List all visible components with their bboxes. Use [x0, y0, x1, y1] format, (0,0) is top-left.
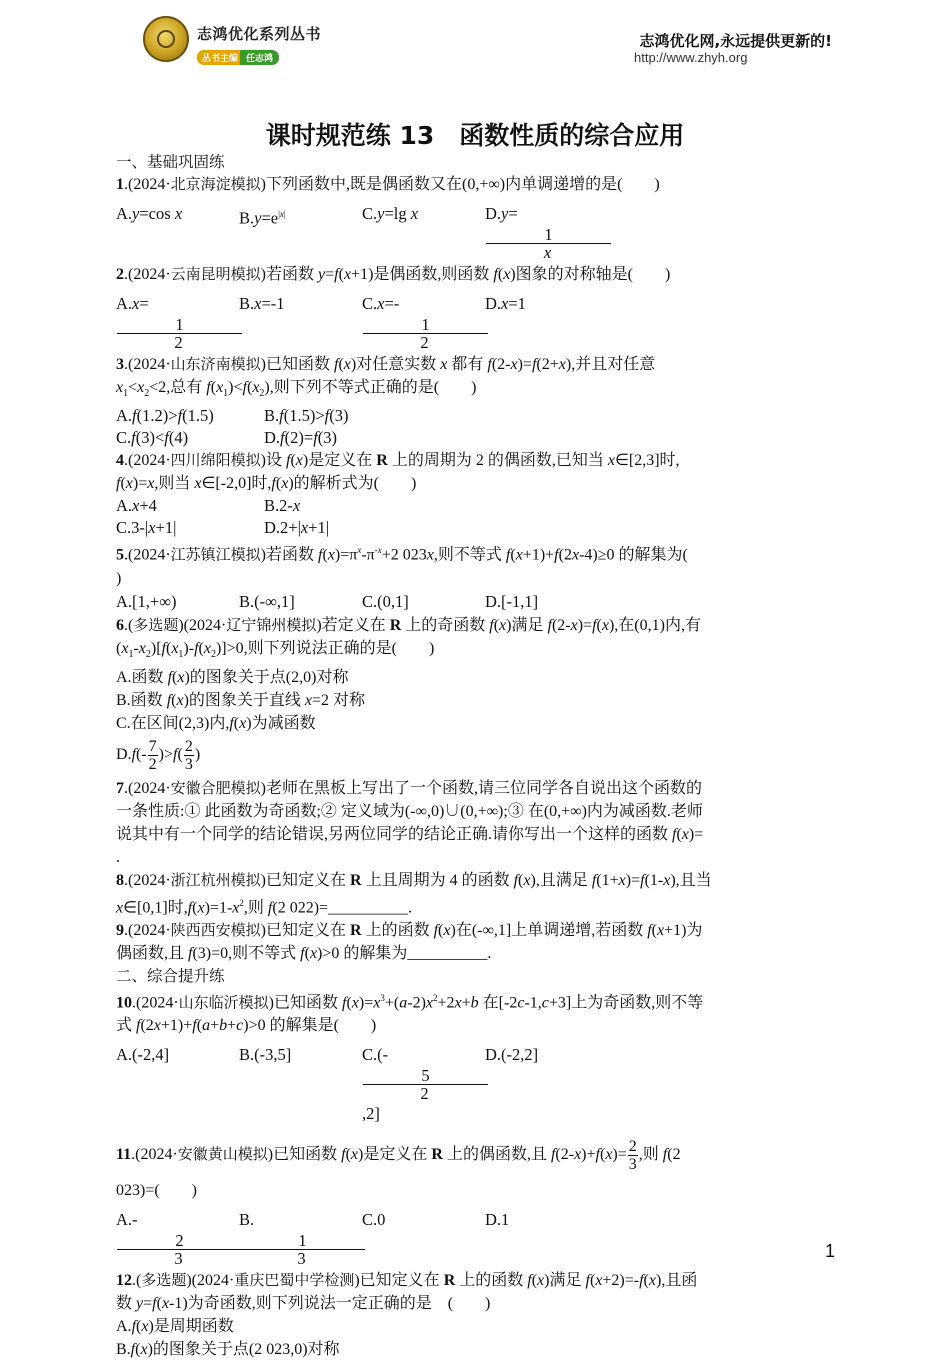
question-3-option-a: A.f(1.2)>f(1.5) [116, 406, 214, 426]
question-1-stem: 1.(2024·北京海淀模拟)下列函数中,既是偶函数又在(0,+∞)内单调递增的是( ) [116, 175, 660, 193]
question-10-stem-2: 式 f(2x+1)+f(a+b+c)>0 的解集是( ) [116, 1017, 377, 1035]
question-6-option-c: C.在区间(2,3)内,f(x)为减函数 [116, 714, 316, 732]
question-7-stem-3: 说其中有一个同学的结论错误,另两位同学的结论正确.请你写出一个这样的函数 f(x)= [116, 825, 704, 843]
series-name: 志鸿优化系列丛书 [197, 25, 322, 43]
question-5-stem: 5.(2024·江苏镇江模拟)若函数 $f(x)=\pi^x-\pi^{-x}+2$ 023x,则不等式 f(x+1)+f(2x-4)≥0 的解集为( [116, 545, 688, 564]
question-4-options-cd [116, 517, 836, 539]
question-10-options [116, 1043, 836, 1126]
question-1-options [116, 202, 836, 261]
question-12-option-b: B.f(x)的图象关于点(2 023,0)对称 [116, 1341, 340, 1359]
question-11-option-d: D.1 [485, 1210, 510, 1230]
question-9-stem: 9.(2024·陕西西安模拟)已知定义在 R 上的函数 f(x)在(-∞,1]上单调递增,若函数 f(x+1)为 [116, 921, 703, 940]
question-2-options [116, 292, 836, 351]
question-2-option-d: D.x=1 [485, 294, 526, 313]
question-10 [116, 987, 836, 1126]
question-6-stem-2: $(x_1-x_2)[f(x_1)-f(x_2)]>0$,则下列说法正确的是( ) [116, 639, 435, 660]
question-1-option-c: C.y=lg x [362, 204, 419, 223]
section-heading-basic: 一、基础巩固练 [116, 153, 225, 171]
question-5-option-c: C.(0,1] [362, 591, 409, 611]
question-4-options-ab [116, 495, 836, 517]
question-11-stem-2: 023)=( ) [116, 1182, 198, 1200]
section-heading-advanced: 二、综合提升练 [116, 967, 225, 986]
exercise-content [116, 151, 836, 1361]
question-11-option-b: B. $\frac{1}{3}$ [239, 1208, 362, 1267]
question-5-option-a: A.[1,+∞) [116, 591, 177, 611]
question-11-options [116, 1208, 836, 1267]
page-header [0, 0, 950, 80]
question-11-option-a: A.- $\frac{2}{3}$ [116, 1208, 239, 1267]
question-3-stem-2: $x_1<x_2<2$,总有 $f(x_1)<f(x_2)$,则下列不等式正确的是( ) [116, 379, 477, 400]
question-5 [116, 539, 836, 613]
question-8-stem: 8.(2024·浙江杭州模拟)已知定义在 R 上且周期为 4 的函数 f(x),且满足 f(1+x)=f(1-x),且当 [116, 870, 712, 889]
editor-tag [197, 46, 279, 64]
question-10-option-a: A.(-2,4] [116, 1045, 170, 1065]
question-4-option-a: A.x+4 [116, 496, 157, 516]
question-5-option-b: B.(-∞,1] [239, 591, 295, 611]
question-3-option-c: C.f(3)<f(4) [116, 428, 189, 448]
question-4 [116, 449, 836, 539]
question-2-option-b: B.x=-1 [239, 294, 285, 313]
question-1-option-d: D.y= $\frac{1}{x}$ [485, 202, 608, 261]
question-12-option-a: A.f(x)是周期函数 [116, 1318, 234, 1336]
question-12-stem-2: 数 y=f(x-1)为奇函数,则下列说法一定正确的是 ( ) [116, 1295, 491, 1313]
question-10-option-c: C.(- $\frac{5}{2}$ ,2] [362, 1043, 485, 1126]
question-1-option-a: A.y=cos x [116, 204, 183, 223]
question-10-stem: 10.(2024·山东临沂模拟)已知函数 $f(x)=x^3+(a-2)x^2+2x+b$ 在[-2c-1,c+3]上为奇函数,则不等 [116, 993, 704, 1012]
question-11 [116, 1134, 836, 1267]
question-2-stem: 2.(2024·云南昆明模拟)若函数 y=f(x+1)是偶函数,则函数 f(x)图象的对称轴是( ) [116, 265, 671, 283]
question-3-option-b: B.f(1.5)>f(3) [264, 406, 349, 426]
question-5-stem-2: ) [116, 569, 122, 587]
question-4-stem-2: f(x)=x,则当 x∈[-2,0]时,f(x)的解析式为( ) [116, 475, 417, 493]
question-7 [116, 777, 836, 869]
question-6-stem: 6.(多选题)(2024·辽宁锦州模拟)若定义在 R 上的奇函数 f(x)满足 f(2-x)=f(x),在(0,1)内,有 [116, 615, 701, 634]
publisher-logo [143, 16, 189, 62]
question-7-stem-4: . [116, 848, 120, 866]
header-slogan: 志鸿优化网,永远提供更新的! [639, 32, 832, 50]
question-11-stem: 11.(2024·安徽黄山模拟)已知函数 f(x)是定义在 R 上的偶函数,且 f(2-x)+f(x)= $\frac{2}{3}$ ,则 f(2 [116, 1138, 681, 1174]
question-6 [116, 614, 836, 775]
question-9 [116, 919, 836, 965]
question-1-option-b: $B.y=e^{|x|}$ [239, 208, 286, 228]
question-8-stem-2: x∈[0,1]时$,f(x)=1-x^2$,则 f(2 022)=__________. [116, 897, 413, 917]
question-11-option-c: C.0 [362, 1210, 386, 1230]
question-3-options-ab [116, 405, 836, 427]
question-5-option-d: D.[-1,1] [485, 591, 539, 611]
question-7-stem: 7.(2024·安徽合肥模拟)老师在黑板上写出了一个函数,请三位同学各自说出这个函数的 [116, 778, 703, 797]
question-10-option-d: D.(-2,2] [485, 1045, 539, 1065]
question-4-option-d: D.2+|x+1| [264, 518, 330, 538]
question-6-option-a: A.函数 f(x)的图象关于点(2,0)对称 [116, 668, 349, 686]
question-1 [116, 173, 836, 261]
question-6-option-b: B.函数 f(x)的图象关于直线 x=2 对称 [116, 691, 366, 709]
question-2-option-a: A.x= $\frac{1}{2}$ [116, 292, 239, 351]
question-7-stem-2: 一条性质:① 此函数为奇函数;② 定义域为(-∞,0)∪(0,+∞);③ 在(0,+∞)内为减函数.老师 [116, 802, 703, 820]
question-12 [116, 1269, 836, 1361]
page-number: 1 [824, 1241, 835, 1261]
editor-tag-label: 丛书主编 [197, 50, 243, 65]
question-5-options [116, 590, 836, 614]
question-4-option-b: B.2-x [264, 496, 301, 516]
question-4-option-c: C.3-|x+1| [116, 518, 177, 538]
question-8 [116, 869, 836, 919]
page-title: 课时规范练 13 函数性质的综合应用 [265, 121, 685, 150]
question-3-option-d: D.f(2)=f(3) [264, 428, 338, 448]
header-url[interactable]: http://www.zhyh.org [634, 50, 748, 65]
question-3 [116, 353, 836, 449]
question-6-option-d: D.f(- $\frac{7}{2}$ )>f( $\frac{2}{3}$ ) [116, 737, 201, 773]
question-2 [116, 263, 836, 351]
question-9-stem-2: 偶函数,且 f(3)=0,则不等式 f(x)>0 的解集为__________. [116, 945, 492, 963]
question-4-stem: 4.(2024·四川绵阳模拟)设 f(x)是定义在 R 上的周期为 2 的偶函数,已知当 x∈[2,3]时, [116, 451, 680, 470]
question-2-option-c: C.x=- $\frac{1}{2}$ [362, 292, 485, 351]
question-12-stem: 12.(多选题)(2024·重庆巴蜀中学检测)已知定义在 R 上的函数 f(x)满足 f(x+2)=-f(x),且函 [116, 1271, 698, 1290]
question-10-option-b: B.(-3,5] [239, 1045, 292, 1065]
question-3-options-cd [116, 427, 836, 449]
editor-tag-name: 任志鸿 [240, 50, 279, 65]
question-3-stem: 3.(2024·山东济南模拟)已知函数 f(x)对任意实数 x 都有 f(2-x)=f(2+x),并且对任意 [116, 355, 656, 373]
